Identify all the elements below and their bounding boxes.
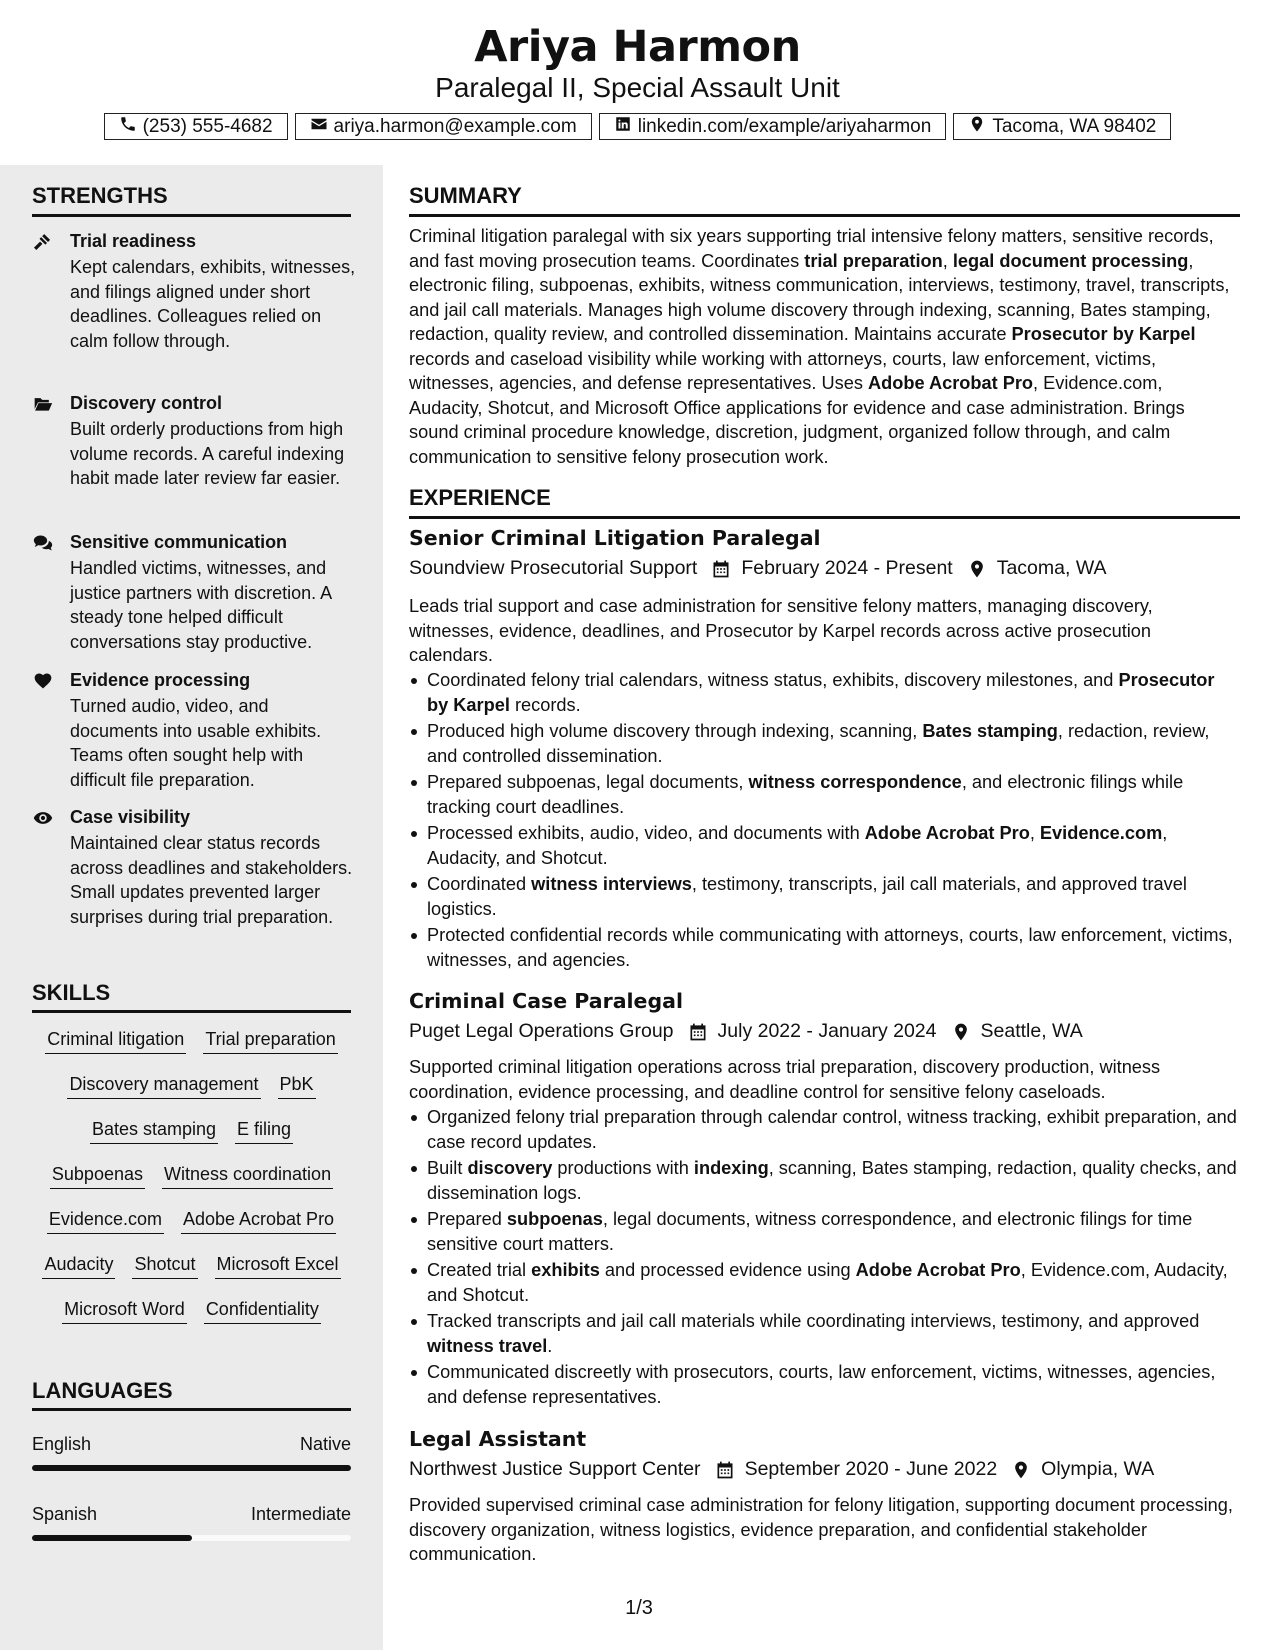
text-run: , — [1029, 823, 1040, 843]
map-pin-icon — [1011, 1460, 1031, 1480]
languages-divider — [32, 1408, 351, 1411]
summary-divider — [409, 214, 1240, 217]
languages-heading: LANGUAGES — [32, 1378, 173, 1403]
strength-heading: Discovery control — [70, 393, 223, 413]
job-dates: September 2020 - June 2022 — [744, 1458, 998, 1480]
language-name: English — [32, 1434, 92, 1454]
emphasis-text: Adobe Acrobat Pro — [868, 373, 1034, 393]
job-description: Supported criminal litigation operations across trial preparation, discovery production, witness coordination, evidence processing, and deadline control for sensitive felony caseloads. — [409, 1057, 1161, 1102]
calendar-icon — [688, 1022, 708, 1042]
bullet-item — [409, 770, 1239, 819]
candidate-title: Paralegal II, Special Assault Unit — [435, 72, 840, 103]
text-run: Communicated discreetly with prosecutors, courts, law enforcement, victims, witnesses, agencies, and defense representatives. — [427, 1362, 1216, 1407]
emphasis-text: Prosecutor by Karpel — [1011, 324, 1196, 344]
emphasis-text: discovery — [467, 1158, 553, 1178]
skill-tag: Confidentiality — [204, 1299, 321, 1324]
strength-heading: Trial readiness — [70, 231, 197, 251]
experience-divider — [409, 516, 1240, 519]
bullet-item — [409, 1258, 1239, 1307]
skills-row — [32, 1164, 351, 1189]
text-run: Tracked transcripts and jail call materials while coordinating interviews, testimony, and approved — [427, 1311, 1200, 1331]
company-name: Northwest Justice Support Center — [409, 1458, 701, 1480]
contact-phone-text: (253) 555-4682 — [142, 115, 273, 137]
emphasis-text: trial preparation — [804, 250, 943, 271]
text-run: , — [942, 250, 953, 271]
heart-icon — [32, 671, 54, 691]
company-name: Puget Legal Operations Group — [409, 1020, 674, 1042]
job-location: Seattle, WA — [980, 1020, 1083, 1042]
emphasis-text: indexing — [693, 1158, 769, 1178]
text-run: Coordinated felony trial calendars, witness status, exhibits, discovery milestones, and — [427, 670, 1119, 690]
skill-tag: Microsoft Excel — [215, 1254, 341, 1279]
strengths-heading: STRENGTHS — [32, 183, 168, 208]
language-name: Spanish — [32, 1504, 98, 1524]
text-run: records. — [509, 694, 581, 715]
skills-heading: SKILLS — [32, 980, 111, 1005]
calendar-icon — [711, 559, 731, 579]
skill-tag: Trial preparation — [203, 1029, 337, 1054]
summary-heading: SUMMARY — [409, 183, 522, 208]
text-run: Created trial — [427, 1260, 532, 1280]
skill-tag: Criminal litigation — [45, 1029, 186, 1054]
job-meta — [409, 1020, 1083, 1043]
bullet-item — [409, 923, 1239, 972]
emphasis-text: subpoenas — [506, 1209, 603, 1229]
bullet-item — [409, 668, 1239, 717]
language-proficiency-fill — [32, 1465, 351, 1471]
bullet-item — [409, 1309, 1239, 1358]
summary-text — [409, 224, 1239, 469]
emphasis-text: Evidence.com — [1039, 823, 1163, 843]
emphasis-text: exhibits — [531, 1260, 600, 1280]
phone-icon — [119, 115, 137, 139]
job-bullets — [409, 668, 1239, 974]
text-run: . — [547, 1335, 553, 1356]
emphasis-text: Prosecutor by Karpel — [427, 670, 1215, 715]
bullet-item — [409, 1360, 1239, 1409]
skill-tag: E filing — [235, 1119, 293, 1144]
skill-tag: Witness coordination — [162, 1164, 333, 1189]
company-name: Soundview Prosecutorial Support — [409, 557, 698, 579]
contact-bar — [0, 113, 1275, 140]
text-run: Organized felony trial preparation through calendar control, witness tracking, exhibit preparation, and case record updates. — [427, 1107, 1237, 1152]
job-meta — [409, 557, 1107, 580]
job-dates: July 2022 - January 2024 — [717, 1020, 937, 1042]
language-proficiency-fill — [32, 1535, 192, 1541]
bullet-item — [409, 1207, 1239, 1256]
strength-heading: Evidence processing — [70, 670, 251, 690]
job-title: Criminal Case Paralegal — [409, 989, 683, 1013]
language-level: Native — [299, 1434, 351, 1454]
text-run: and processed evidence using — [599, 1260, 856, 1280]
text-run: Processed exhibits, audio, video, and documents with — [427, 823, 865, 843]
strength-description: Maintained clear status records across deadlines and stakeholders. Small updates prevented larger surprises during trial preparation. — [70, 833, 353, 927]
skills-row — [32, 1119, 351, 1144]
job-dates: February 2024 - Present — [741, 557, 953, 579]
contact-linkedin-text: linkedin.com/example/ariyaharmon — [637, 115, 932, 137]
skills-row — [32, 1074, 351, 1099]
bullet-item — [409, 719, 1239, 768]
text-run: productions with — [552, 1158, 694, 1178]
strength-description: Built orderly productions from high volume records. A careful indexing habit made later review far easier. — [70, 419, 345, 488]
resume-header — [0, 0, 1275, 165]
bullet-item — [409, 1105, 1239, 1154]
bullet-item — [409, 872, 1239, 921]
text-run: , scanning, Bates stamping, redaction, quality checks, and dissemination logs. — [427, 1158, 1237, 1203]
text-run: Coordinated — [427, 874, 532, 894]
comments-icon — [32, 533, 54, 553]
eye-icon — [32, 808, 54, 828]
strength-heading: Case visibility — [70, 807, 191, 827]
emphasis-text: witness correspondence — [748, 772, 962, 792]
text-run: Protected confidential records while communicating with attorneys, courts, law enforcement, victims, witnesses, and agencies. — [427, 925, 1233, 970]
emphasis-text: Bates stamping — [922, 721, 1058, 741]
job-description: Leads trial support and case administration for sensitive felony matters, managing discovery, witnesses, evidence, deadlines, and Prosecutor by Karpel records across active prosecution calendars. — [409, 596, 1153, 665]
map-pin-icon — [951, 1022, 971, 1042]
page-number: 1/3 — [625, 1597, 653, 1619]
gavel-icon — [32, 232, 54, 252]
skill-tag: Subpoenas — [50, 1164, 145, 1189]
skill-tag: PbK — [278, 1074, 316, 1099]
skill-tag: Adobe Acrobat Pro — [181, 1209, 336, 1234]
skills-row — [32, 1029, 351, 1054]
contact-location-text: Tacoma, WA 98402 — [992, 115, 1157, 137]
job-location: Olympia, WA — [1041, 1458, 1155, 1480]
strength-description: Kept calendars, exhibits, witnesses, and filings aligned under short deadlines. Colleagues relied on calm follow through. — [70, 257, 356, 351]
experience-heading: EXPERIENCE — [409, 485, 551, 510]
emphasis-text: legal document processing — [952, 250, 1189, 271]
text-run: records and caseload visibility while working with attorneys, courts, law enforcement, victims, witnesses, agencies, and defense representatives. Uses — [409, 348, 1156, 393]
map-pin-icon — [968, 115, 986, 139]
text-run: Produced high volume discovery through indexing, scanning, — [427, 721, 923, 741]
job-title: Legal Assistant — [409, 1427, 587, 1451]
strength-heading: Sensitive communication — [70, 532, 288, 552]
strength-description: Handled victims, witnesses, and justice partners with discretion. A steady tone helped difficult conversations stay productive. — [70, 558, 332, 652]
linkedin-icon — [614, 115, 632, 139]
contact-location — [953, 113, 1171, 140]
skill-tag: Audacity — [42, 1254, 115, 1279]
skill-tag: Discovery management — [67, 1074, 260, 1099]
contact-email[interactable] — [295, 113, 592, 140]
emphasis-text: witness interviews — [531, 874, 692, 894]
text-run: Prepared — [427, 1209, 507, 1229]
contact-phone[interactable] — [104, 113, 288, 140]
text-run: , Evidence.com, Audacity, and Shotcut. — [427, 1260, 1228, 1305]
text-run: , testimony, transcripts, jail call materials, and approved travel logistics. — [427, 874, 1187, 919]
text-run: , redaction, review, and controlled dissemination. — [427, 721, 1210, 766]
contact-linkedin[interactable] — [599, 113, 947, 140]
strengths-divider — [32, 214, 351, 217]
text-run: , and electronic filings while tracking court deadlines. — [427, 772, 1184, 817]
skills-row — [32, 1254, 351, 1279]
skills-row — [32, 1299, 351, 1324]
skill-tag: Microsoft Word — [62, 1299, 187, 1324]
language-proficiency-bar — [32, 1465, 351, 1471]
map-pin-icon — [967, 559, 987, 579]
skills-divider — [32, 1010, 351, 1013]
job-title: Senior Criminal Litigation Paralegal — [409, 526, 821, 550]
language-proficiency-bar — [32, 1535, 351, 1541]
job-meta — [409, 1458, 1154, 1481]
job-description: Provided supervised criminal case administration for felony litigation, supporting document processing, discovery organization, witness logistics, evidence preparation, and confidential stakeholder communication. — [409, 1495, 1233, 1564]
text-run: Built — [427, 1158, 468, 1178]
strength-description: Turned audio, video, and documents into usable exhibits. Teams often sought help with difficult file preparation. — [70, 696, 322, 790]
skill-tag: Bates stamping — [90, 1119, 218, 1144]
envelope-icon — [310, 115, 328, 139]
text-run: , Evidence.com, Audacity, Shotcut, and Microsoft Office applications for evidence and case administration. Brings sound criminal procedure knowledge, discretion, judgment, organized follow through, and calm communication to sensitive felony prosecution work. — [409, 373, 1185, 467]
emphasis-text: Adobe Acrobat Pro — [864, 823, 1030, 843]
text-run: , legal documents, witness correspondence, and electronic filings for time sensitive court matters. — [427, 1209, 1193, 1254]
contact-email-text: ariya.harmon@example.com — [333, 115, 577, 137]
candidate-name: Ariya Harmon — [474, 22, 801, 72]
text-run: , electronic filing, subpoenas, exhibits, witness communication, interviews, testimony, travel, transcripts, and jail call materials. Manages high volume discovery through indexing, scanning, Bates stamping, redaction, quality review, and controlled dissemination. Maintains accurate — [409, 250, 1230, 344]
emphasis-text: witness travel — [427, 1335, 548, 1356]
calendar-icon — [715, 1460, 735, 1480]
skill-tag: Evidence.com — [47, 1209, 164, 1234]
text-run: , Audacity, and Shotcut. — [427, 823, 1168, 868]
skills-row — [32, 1209, 351, 1234]
job-bullets — [409, 1105, 1239, 1411]
folder-open-icon — [32, 394, 54, 414]
text-run: Criminal litigation paralegal with six years supporting trial intensive felony matters, sensitive records, and fast moving prosecution teams. Coordinates — [409, 226, 1214, 271]
emphasis-text: Adobe Acrobat Pro — [855, 1260, 1021, 1280]
language-level: Intermediate — [250, 1504, 351, 1524]
text-run: Prepared subpoenas, legal documents, — [427, 772, 749, 792]
skill-tag: Shotcut — [132, 1254, 197, 1279]
bullet-item — [409, 821, 1239, 870]
job-location: Tacoma, WA — [996, 557, 1107, 579]
bullet-item — [409, 1156, 1239, 1205]
